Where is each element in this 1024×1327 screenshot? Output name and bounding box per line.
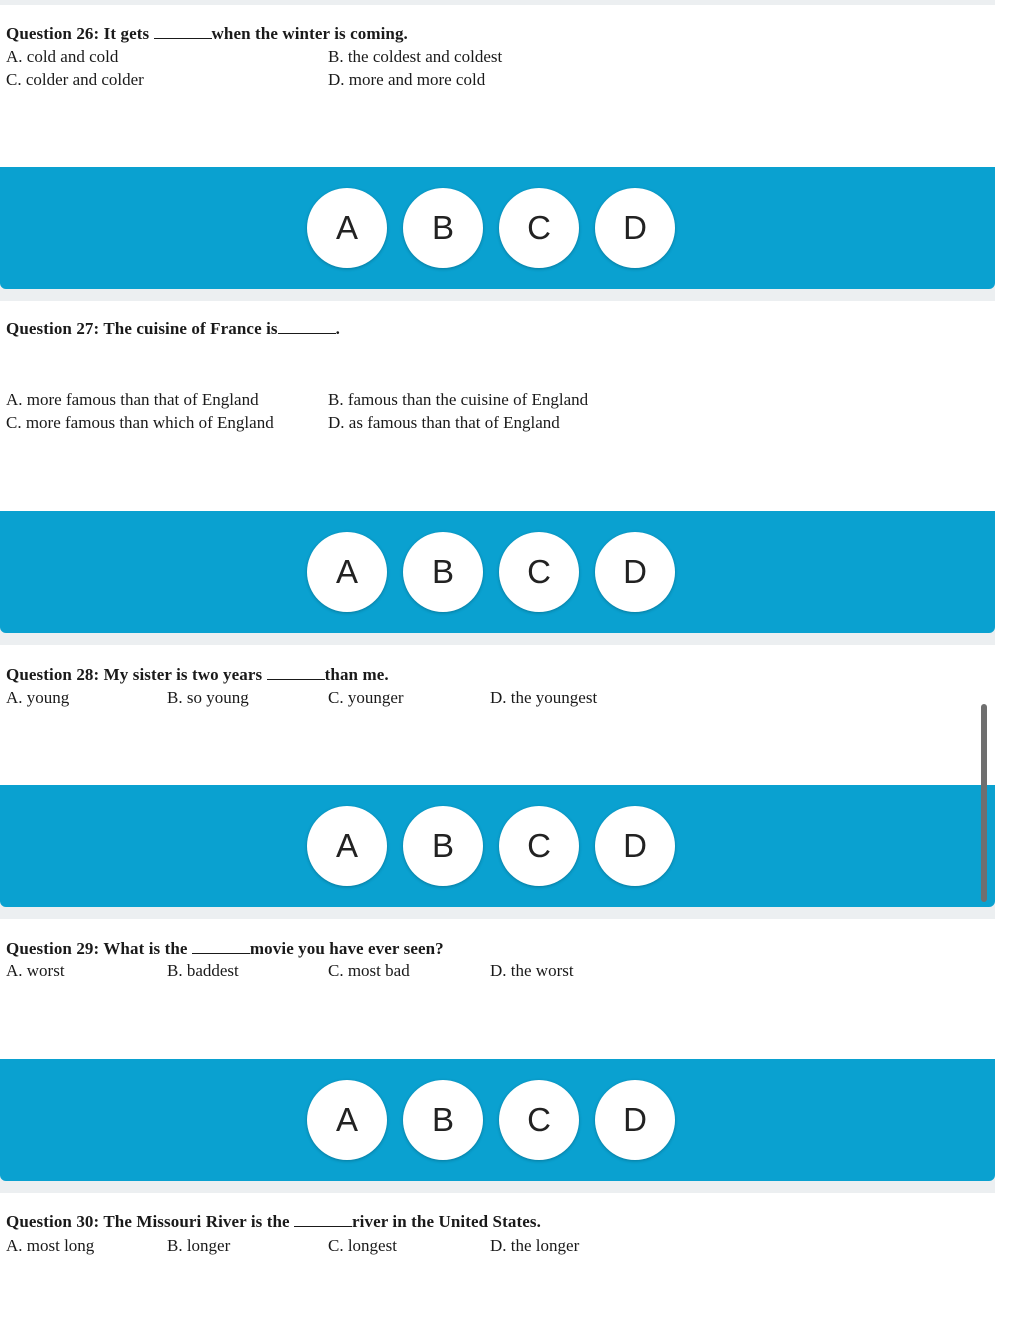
question-prefix: Question 29: What is the — [6, 939, 192, 958]
option-d: D. the longer — [490, 1236, 580, 1255]
option-a: A. young — [6, 688, 70, 707]
option-a: A. more famous than that of England — [6, 390, 259, 409]
choice-a-button[interactable]: A — [307, 806, 387, 886]
question-card-26 — [0, 5, 995, 167]
answer-blank — [267, 667, 325, 680]
question-prefix: Question 28: My sister is two years — [6, 665, 267, 684]
option-c: C. colder and colder — [6, 70, 144, 89]
page-right-margin — [995, 0, 1024, 1327]
answer-bar-27 — [0, 511, 995, 633]
question-suffix: movie you have ever seen? — [249, 939, 444, 958]
choice-a-button[interactable]: A — [307, 532, 387, 612]
question-text-30 — [6, 1212, 541, 1232]
choice-d-button[interactable]: D — [595, 806, 675, 886]
answer-bar-26 — [0, 167, 995, 289]
choice-c-button[interactable]: C — [499, 188, 579, 268]
answer-blank — [154, 26, 212, 39]
choice-c-button[interactable]: C — [499, 806, 579, 886]
option-c: C. younger — [328, 688, 404, 707]
question-text-26 — [6, 24, 408, 44]
question-suffix: river in the United States. — [352, 1212, 541, 1231]
answer-blank — [278, 321, 336, 334]
choice-c-button[interactable]: C — [499, 1080, 579, 1160]
choice-b-button[interactable]: B — [403, 188, 483, 268]
option-b: B. so young — [167, 688, 249, 707]
question-text-28 — [6, 665, 389, 685]
question-card-28 — [0, 645, 995, 785]
option-a: A. worst — [6, 961, 65, 980]
option-c: C. longest — [328, 1236, 397, 1255]
question-suffix: when the winter is coming. — [211, 24, 408, 43]
question-text-27 — [6, 319, 340, 339]
option-a: A. cold and cold — [6, 47, 119, 66]
question-prefix: Question 27: The cuisine of France is — [6, 319, 278, 338]
option-b: B. the coldest and coldest — [328, 47, 503, 66]
question-prefix: Question 30: The Missouri River is the — [6, 1212, 295, 1231]
choice-b-button[interactable]: B — [403, 532, 483, 612]
question-card-27 — [0, 301, 995, 511]
choice-d-button[interactable]: D — [595, 1080, 675, 1160]
option-b: B. longer — [167, 1236, 231, 1255]
choice-b-button[interactable]: B — [403, 1080, 483, 1160]
answer-blank — [294, 1214, 352, 1227]
option-c: C. most bad — [328, 961, 410, 980]
option-d: D. the youngest — [490, 688, 598, 707]
choice-a-button[interactable]: A — [307, 1080, 387, 1160]
choice-d-button[interactable]: D — [595, 532, 675, 612]
option-b: B. famous than the cuisine of England — [328, 390, 589, 409]
option-d: D. more and more cold — [328, 70, 486, 89]
choice-d-button[interactable]: D — [595, 188, 675, 268]
answer-bar-29 — [0, 1059, 995, 1181]
option-c: C. more famous than which of England — [6, 413, 274, 432]
choice-c-button[interactable]: C — [499, 532, 579, 612]
choice-b-button[interactable]: B — [403, 806, 483, 886]
option-d: D. as famous than that of England — [328, 413, 560, 432]
choice-a-button[interactable]: A — [307, 188, 387, 268]
option-d: D. the worst — [490, 961, 574, 980]
question-suffix: than me. — [324, 665, 389, 684]
question-suffix: . — [335, 319, 340, 338]
question-prefix: Question 26: It gets — [6, 24, 154, 43]
option-a: A. most long — [6, 1236, 95, 1255]
question-text-29 — [6, 939, 444, 959]
vertical-scrollbar-thumb[interactable] — [981, 704, 987, 902]
option-b: B. baddest — [167, 961, 239, 980]
answer-bar-28 — [0, 785, 995, 907]
answer-blank — [192, 941, 250, 954]
question-card-29 — [0, 919, 995, 1059]
question-card-30 — [0, 1193, 995, 1327]
